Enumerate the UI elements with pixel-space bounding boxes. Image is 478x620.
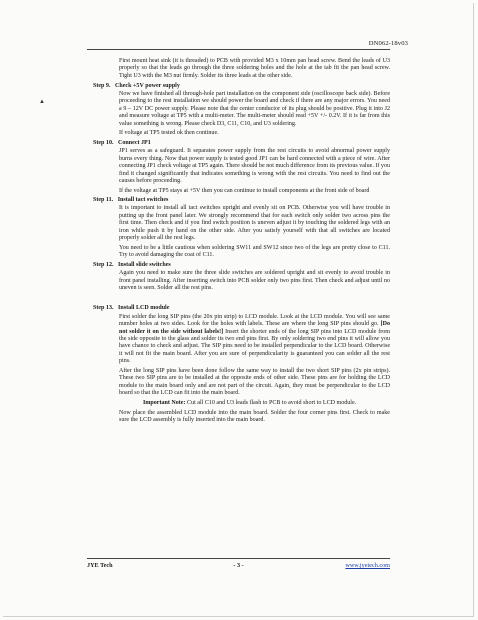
step-13-paragraph-1: [119, 314, 390, 366]
step-13-heading: [93, 305, 390, 312]
step-10-number: Step 10.: [93, 139, 114, 146]
step-10-heading: [93, 140, 390, 147]
step-13-p1-part-b: Insert the shorter ends of the long SIP pins into LCD module from the side opposite to the glass and solder its two end pins first. By only soldering two end pins it will allow you have chance to check and adjust. The SIP pins need to be installed perpendicular to the LCD board. Otherwise it will not fit the main board. After you are sure of perpendicularity is guaranteed you can solder all the rest pins.: [119, 328, 390, 365]
footer-rule: [87, 558, 390, 559]
step-13-warning: [Do not solder it on the side without labels!]: [119, 321, 390, 335]
step-9-paragraph-1: Now we have finished all through-hole part installation on the component side (oscilloscope back side). Before proceeding to the rest installation we should power the board and check if there are any major errors. You need a 9 – 12V DC power supply. Please note that the center conductor of its plug should be positive. Plug it into J2 and measure voltage at TP5 with a multi-meter. The multi-meter should read +5V +/- 0.2V. If it is far from this value something is wrong. Please check D3, C11, C10, and U3 soldering.: [119, 90, 390, 127]
step-13-p1-part-a: First solder the long SIP pins (the 20x pin strip) to LCD module. Look at the LCD module. You will see same number holes at two sides. Look for the holes with labels. These are where the long SIP pins should go.: [119, 313, 390, 328]
step-9-number: Step 9.: [93, 82, 111, 89]
header-rule: [87, 49, 390, 50]
step-11-paragraph-1: It is important to install all tact switches upright and evenly sit on PCB. Otherwise you will have trouble in putting up the front panel later. We strongly recommend that for each switch only solder two across pins the first time. Then check and if you find switch position is uneven adjust it by touching the soldered legs with an iron while push it by hand on the other side. After you satisfy yourself with that all switches are located properly solder all the rest legs.: [119, 205, 390, 242]
page-number: - 3 -: [233, 562, 244, 569]
step-9-paragraph-2: If voltage at TP5 tested ok then continue.: [119, 130, 219, 137]
step-10-paragraph-2: If the voltage at TP5 stays at +5V then you can continue to install components at the front side of board: [119, 187, 370, 194]
step-11-heading: [93, 197, 390, 204]
margin-mark: ▲: [39, 99, 45, 105]
step-11-title: Install tact switches: [117, 197, 169, 204]
footer-website-link[interactable]: www.jyetech.com: [345, 562, 390, 569]
step-9-title: Check +5V power supply: [115, 82, 180, 89]
intro-paragraph: First mount heat sink (it is threaded) to PCB with provided M3 x 10mm pan head screw. Bend the leads of U3 properly so that the leads go through the three soldering holes and the hole at the tab fit the pan head screw. Tight U3 with the M3 nut firmly. Solder its three leads at the other side.: [119, 58, 390, 79]
step-10-paragraph-1: JP1 serves as a safeguard. It separates power supply from the rest circuits to avoid abnormal power supply burns every thing. Now that power supply is tested good JP1 can be hard connected with a piece of wire. After connecting JP1 check voltage at TP5 again. There should be not much difference from its previous value. If you find it changed significantly that indicates something is wrong with the rest circuits. You need to find out the causes before proceeding.: [119, 148, 390, 184]
step-12-title: Install slide switches: [118, 262, 171, 269]
step-12-paragraph-1: Again you need to make sure the three slide switches are soldered upright and sit evenly to avoid trouble in front panel installing. After inserting switch into PCB solder only two pins first. Then check and adjust until no uneven is seen. Solder all the rest pins.: [119, 270, 390, 292]
section-gap: [93, 295, 390, 305]
important-note-label: Important Note:: [143, 400, 186, 407]
footer-company: JYE Tech: [87, 562, 113, 569]
document-body: [93, 58, 390, 427]
step-11-paragraph-2: You need to be a little cautious when soldering SW11 and SW12 since two of the legs are pretty close to C11. Try to avoid damaging the coat of C11.: [119, 244, 390, 259]
step-9-heading: [93, 83, 390, 90]
document-id: DN062-18v03: [368, 40, 408, 47]
step-13-paragraph-2: After the long SIP pins have been done follow the same way to install the two short SIP pins (2x pin strips). These two SIP pins are to be installed at the opposite ends of other side. These pins are for holding the LCD module to the main board only and are not part of the circuit. Again, they must be perpendicular to the LCD board so that the LCD can fit into the main board.: [119, 368, 390, 397]
step-13-number: Step 13.: [93, 305, 114, 312]
step-11-number: Step 11.: [93, 197, 114, 204]
step-13-title: Install LCD module: [118, 305, 170, 312]
step-10-title: Connect JP1: [118, 139, 151, 146]
step-12-heading: [93, 262, 390, 269]
important-note: [143, 400, 390, 407]
important-note-text: Cut all C10 and U3 leads flash to PCB to avoid short to LCD module.: [185, 400, 357, 407]
step-13-paragraph-3: Now place the assembled LCD module into the main board. Solder the four corner pins first. Check to make sure the LCD assembly is fully inserted into the main board.: [119, 409, 390, 424]
step-12-number: Step 12.: [93, 262, 114, 269]
